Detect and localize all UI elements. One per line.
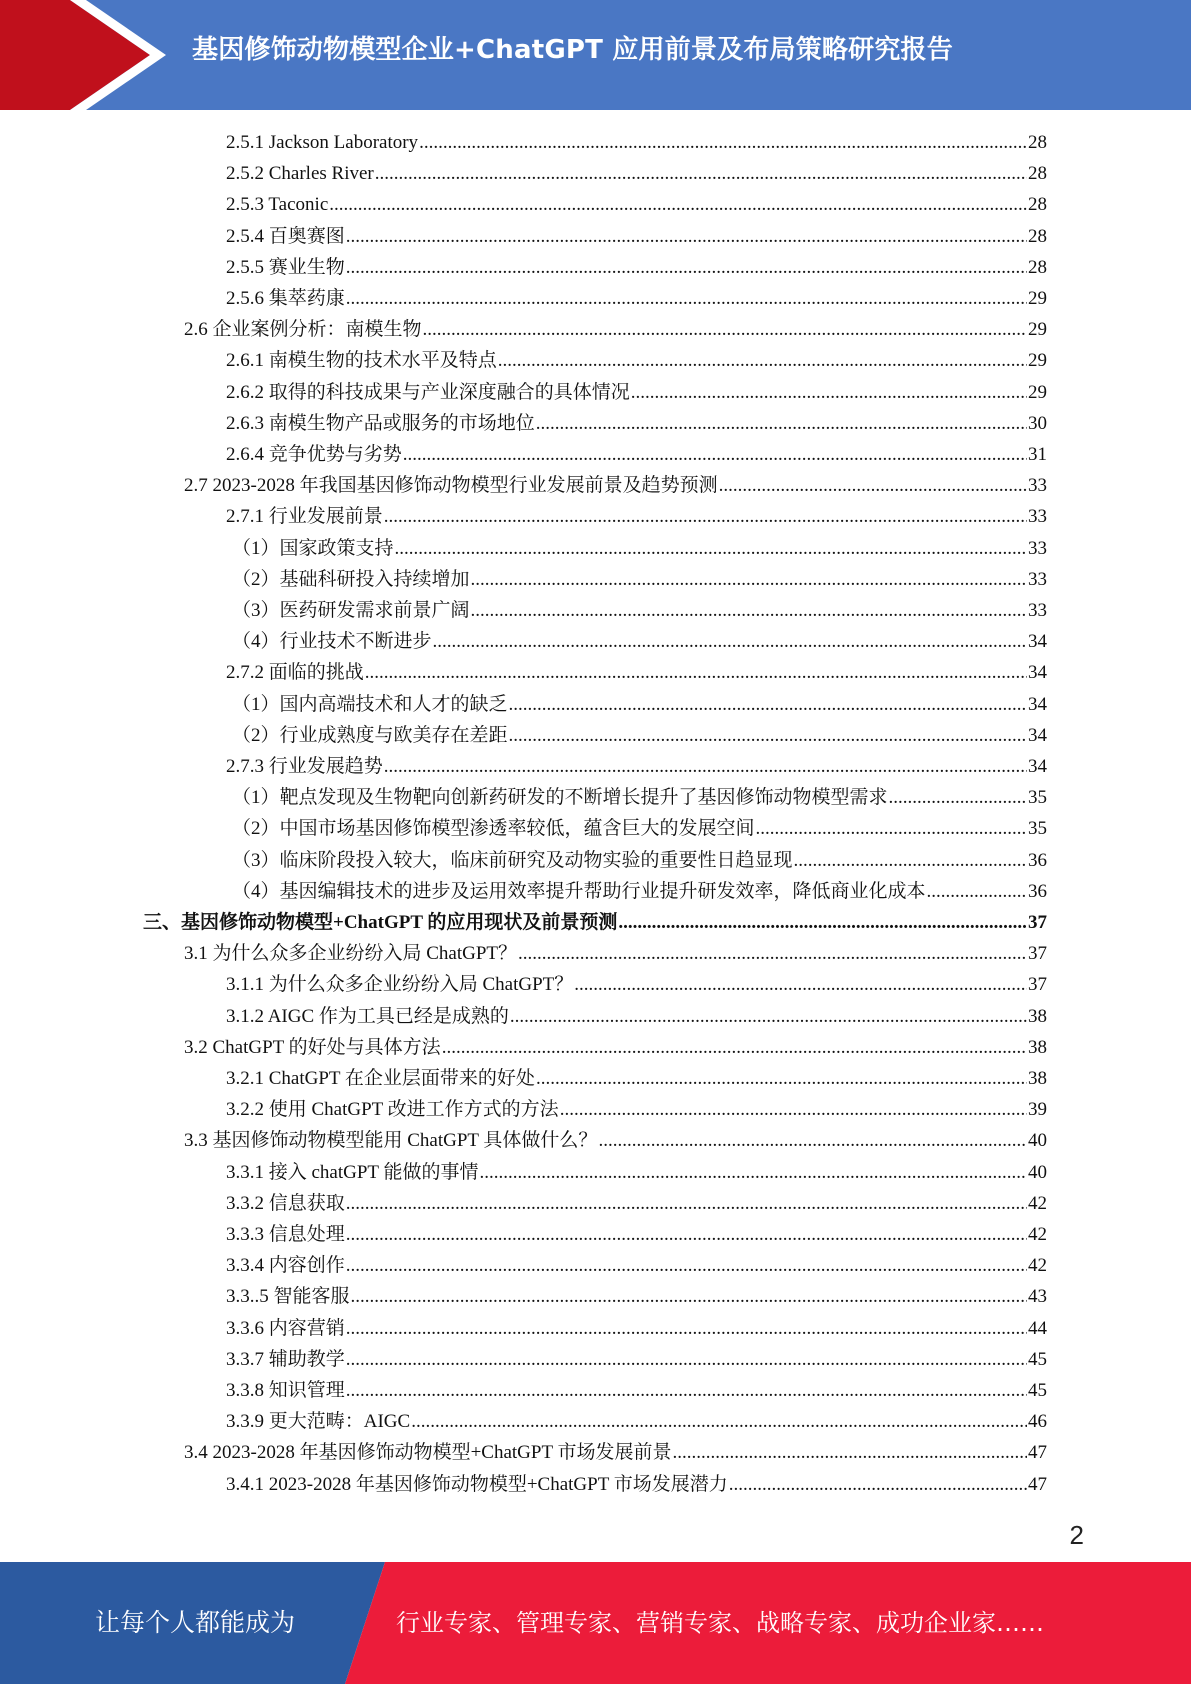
toc-leader-dots [365,657,1027,688]
toc-entry[interactable] [232,845,1047,876]
toc-entry[interactable] [184,470,1047,501]
toc-entry-page: 28 [1028,194,1047,216]
toc-leader-dots [419,127,1027,158]
toc-entry[interactable] [226,1001,1047,1032]
toc-entry[interactable] [226,377,1047,408]
toc-entry-label: 3.3.1 接入 chatGPT 能做的事情 [226,1161,479,1183]
toc-entry-label: （4）基因编辑技术的进步及运用效率提升帮助行业提升研发效率，降低商业化成本 [232,880,926,902]
toc-leader-dots [672,1437,1027,1468]
toc-entry-label: 2.6.3 南模生物产品或服务的市场地位 [226,412,535,434]
toc-entry[interactable] [232,533,1047,564]
toc-entry-page: 37 [1028,974,1047,996]
toc-entry-page: 34 [1028,756,1047,777]
toc-entry-page: 45 [1028,1348,1047,1370]
toc-entry-page: 42 [1028,1255,1047,1277]
toc-leader-dots [346,283,1027,314]
toc-entry-label: 2.5.1 Jackson Laboratory [226,132,419,153]
toc-entry-page: 39 [1028,1099,1047,1121]
toc-leader-dots [423,314,1027,345]
toc-entry-label: 2.5.2 Charles River [226,163,374,185]
toc-entry-page: 28 [1028,132,1047,153]
toc-entry-page: 33 [1028,537,1047,559]
toc-leader-dots [794,845,1027,876]
toc-leader-dots [395,533,1027,564]
toc-entry-page: 34 [1028,631,1047,653]
toc-entry-page: 38 [1028,1068,1047,1089]
toc-entry-label: 3.3.2 信息获取 [226,1192,345,1214]
toc-entry[interactable] [232,782,1047,813]
toc-entry[interactable] [226,657,1047,688]
toc-entry-page: 47 [1028,1473,1047,1495]
toc-entry[interactable] [226,439,1047,470]
toc-entry-page: 29 [1028,288,1047,309]
toc-entry-page: 38 [1028,1036,1047,1058]
toc-entry-page: 28 [1028,225,1047,247]
toc-entry[interactable] [226,1094,1047,1125]
toc-leader-dots [346,221,1027,252]
toc-entry-label: 2.7.3 行业发展趋势 [226,756,383,777]
toc-entry-page: 35 [1028,818,1047,840]
toc-entry-page: 29 [1028,381,1047,403]
toc-leader-dots [574,969,1027,1000]
toc-entry-label: （1）靶点发现及生物靶向创新药研发的不断增长提升了基因修饰动物模型需求 [232,787,888,809]
toc-entry-label: 3.3.4 内容创作 [226,1255,345,1277]
toc-entry[interactable] [232,564,1047,595]
report-title: 基因修饰动物模型企业+ChatGPT 应用前景及布局策略研究报告 [192,35,953,65]
toc-entry[interactable] [184,314,1047,345]
toc-entry-label: 3.2 ChatGPT 的好处与具体方法 [184,1036,441,1058]
toc-entry[interactable] [226,252,1047,283]
toc-leader-dots [346,1313,1027,1344]
toc-entry-page: 29 [1028,350,1047,372]
toc-entry-page: 45 [1028,1380,1047,1401]
toc-entry[interactable] [184,1125,1047,1156]
toc-leader-dots [509,689,1027,720]
toc-leader-dots [346,1250,1027,1281]
toc-entry-label: （1）国内高端技术和人才的缺乏 [232,693,508,715]
toc-entry-page: 34 [1028,662,1047,684]
toc-entry-label: （4）行业技术不断进步 [232,631,432,653]
toc-entry-page: 37 [1028,912,1047,933]
toc-entry-label: 2.6 企业案例分析：南模生物 [184,319,422,341]
toc-entry[interactable] [184,1437,1047,1468]
toc-leader-dots [498,345,1027,376]
toc-entry-page: 38 [1028,1005,1047,1027]
toc-entry-page: 42 [1028,1192,1047,1214]
toc-entry-page: 30 [1028,412,1047,434]
toc-entry-page: 40 [1028,1161,1047,1183]
toc-entry[interactable] [232,626,1047,657]
toc-entry[interactable] [232,813,1047,844]
toc-leader-dots [536,1063,1027,1094]
toc-entry[interactable] [226,1375,1047,1406]
toc-entry-page: 31 [1028,444,1047,465]
toc-entry-label: 2.6.4 竞争优势与劣势 [226,444,402,465]
toc-leader-dots [442,1032,1027,1063]
toc-leader-dots [346,252,1027,283]
toc-leader-dots [509,720,1027,751]
toc-leader-dots [403,439,1027,470]
toc-leader-dots [329,189,1027,220]
toc-entry-label: （2）中国市场基因修饰模型渗透率较低，蕴含巨大的发展空间 [232,818,755,840]
toc-entry-label: 2.6.2 取得的科技成果与产业深度融合的具体情况 [226,381,630,403]
toc-leader-dots [375,158,1027,189]
toc-leader-dots [346,1188,1027,1219]
toc-entry[interactable] [226,751,1047,782]
toc-entry[interactable] [226,501,1047,532]
toc-entry-label: 2.5.4 百奥赛图 [226,225,345,247]
toc-entry[interactable] [226,127,1047,158]
toc-entry-page: 33 [1028,506,1047,528]
toc-leader-dots [346,1375,1027,1406]
toc-leader-dots [618,907,1027,938]
toc-entry-page: 33 [1028,475,1047,497]
toc-entry-label: 3.4 2023-2028 年基因修饰动物模型+ChatGPT 市场发展前景 [184,1442,672,1464]
toc-entry-label: 3.2.1 ChatGPT 在企业层面带来的好处 [226,1068,535,1089]
toc-entry[interactable] [232,689,1047,720]
toc-entry-label: 2.5.6 集萃药康 [226,288,345,309]
toc-leader-dots [598,1125,1027,1156]
toc-entry[interactable] [226,1406,1047,1437]
toc-entry-label: 2.7.1 行业发展前景 [226,506,383,528]
toc-leader-dots [384,501,1027,532]
toc-entry-label: （2）基础科研投入持续增加 [232,568,470,590]
toc-leader-dots [384,751,1027,782]
toc-entry[interactable] [226,1157,1047,1188]
toc-entry-label: 3.3.8 知识管理 [226,1380,345,1401]
toc-leader-dots [518,938,1027,969]
toc-leader-dots [927,876,1027,907]
toc-leader-dots [346,1219,1027,1250]
toc-entry-label: 2.5.5 赛业生物 [226,256,345,278]
toc-entry-label: 3.1.2 AIGC 作为工具已经是成熟的 [226,1005,509,1027]
toc-entry[interactable] [232,876,1047,907]
toc-entry-label: 3.4.1 2023-2028 年基因修饰动物模型+ChatGPT 市场发展潜力 [226,1473,728,1495]
toc-leader-dots [719,470,1027,501]
toc-entry[interactable] [226,345,1047,376]
toc-entry-page: 40 [1028,1130,1047,1152]
toc-entry-page: 35 [1028,787,1047,809]
footer-slogan-right: 行业专家、管理专家、营销专家、战略专家、成功企业家…… [396,1609,1044,1637]
toc-entry[interactable] [226,1063,1047,1094]
toc-entry[interactable] [226,1469,1047,1500]
toc-entry-label: 3.3.3 信息处理 [226,1224,345,1245]
toc-entry-label: （1）国家政策支持 [232,537,394,559]
toc-entry-label: 3.1.1 为什么众多企业纷纷入局 ChatGPT？ [226,974,574,996]
toc-entry-label: 3.3 基因修饰动物模型能用 ChatGPT 具体做什么？ [184,1130,598,1152]
toc-entry-label: 3.3.7 辅助教学 [226,1348,345,1370]
toc-entry-page: 44 [1028,1317,1047,1339]
toc-entry-label: 3.1 为什么众多企业纷纷入局 ChatGPT？ [184,943,518,965]
toc-entry[interactable] [226,969,1047,1000]
toc-leader-dots [346,1344,1027,1375]
toc-leader-dots [560,1094,1027,1125]
toc-entry-page: 34 [1028,693,1047,715]
toc-entry-page: 33 [1028,600,1047,621]
toc-entry[interactable] [184,1032,1047,1063]
toc-entry-page: 28 [1028,163,1047,185]
footer-slogan-left: 让每个人都能成为 [94,1608,295,1637]
toc-entry[interactable] [226,158,1047,189]
toc-entry[interactable] [226,283,1047,314]
toc-entry[interactable] [226,1219,1047,1250]
toc-leader-dots [756,813,1027,844]
toc-leader-dots [433,626,1027,657]
toc-entry-page: 29 [1028,319,1047,341]
toc-leader-dots [510,1001,1027,1032]
toc-leader-dots [471,564,1027,595]
toc-entry[interactable] [232,595,1047,626]
toc-entry[interactable] [226,221,1047,252]
toc-entry-label: 3.3.6 内容营销 [226,1317,345,1339]
toc-entry-page: 36 [1028,849,1047,871]
toc-entry-page: 36 [1028,880,1047,902]
toc-entry-page: 42 [1028,1224,1047,1245]
toc-entry[interactable] [184,938,1047,969]
toc-entry-label: 3.2.2 使用 ChatGPT 改进工作方式的方法 [226,1099,559,1121]
toc-entry-label: 3.3..5 智能客服 [226,1286,350,1308]
toc-entry[interactable] [232,720,1047,751]
toc-entry-label: （3）临床阶段投入较大，临床前研究及动物实验的重要性日趋显现 [232,849,793,871]
toc-entry-label: 2.7 2023-2028 年我国基因修饰动物模型行业发展前景及趋势预测 [184,475,718,497]
toc-entry-label: 三、基因修饰动物模型+ChatGPT 的应用现状及前景预测 [143,912,618,933]
toc-leader-dots [411,1406,1027,1437]
toc-entry-label: （3）医药研发需求前景广阔 [232,600,470,621]
toc-entry-page: 37 [1028,943,1047,965]
toc-leader-dots [889,782,1027,813]
toc-leader-dots [729,1469,1027,1500]
toc-entry[interactable] [143,907,1047,938]
toc-leader-dots [536,408,1027,439]
page-number: 2 [1069,1520,1084,1550]
toc-entry-page: 33 [1028,568,1047,590]
toc-leader-dots [631,377,1027,408]
toc-entry-label: 3.3.9 更大范畴：AIGC [226,1411,411,1433]
toc-entry[interactable] [226,1281,1047,1312]
toc-entry-page: 28 [1028,256,1047,278]
toc-entry-label: 2.5.3 Taconic [226,194,329,216]
toc-entry-label: （2）行业成熟度与欧美存在差距 [232,724,508,746]
toc-leader-dots [471,595,1027,626]
toc-leader-dots [479,1157,1027,1188]
toc-entry-page: 46 [1028,1411,1047,1433]
toc-entry-page: 47 [1028,1442,1047,1464]
toc-entry[interactable] [226,1188,1047,1219]
page-header [0,0,1191,110]
toc-entry-label: 2.6.1 南模生物的技术水平及特点 [226,350,497,372]
toc-entry[interactable] [226,189,1047,220]
toc-entry[interactable] [226,408,1047,439]
toc-entry-page: 43 [1028,1286,1047,1308]
toc-entry[interactable] [226,1313,1047,1344]
toc-entry-label: 2.7.2 面临的挑战 [226,662,364,684]
toc-entry[interactable] [226,1344,1047,1375]
toc-leader-dots [351,1281,1027,1312]
toc-entry[interactable] [226,1250,1047,1281]
toc-entry-page: 34 [1028,724,1047,746]
page-footer [0,1562,1191,1684]
